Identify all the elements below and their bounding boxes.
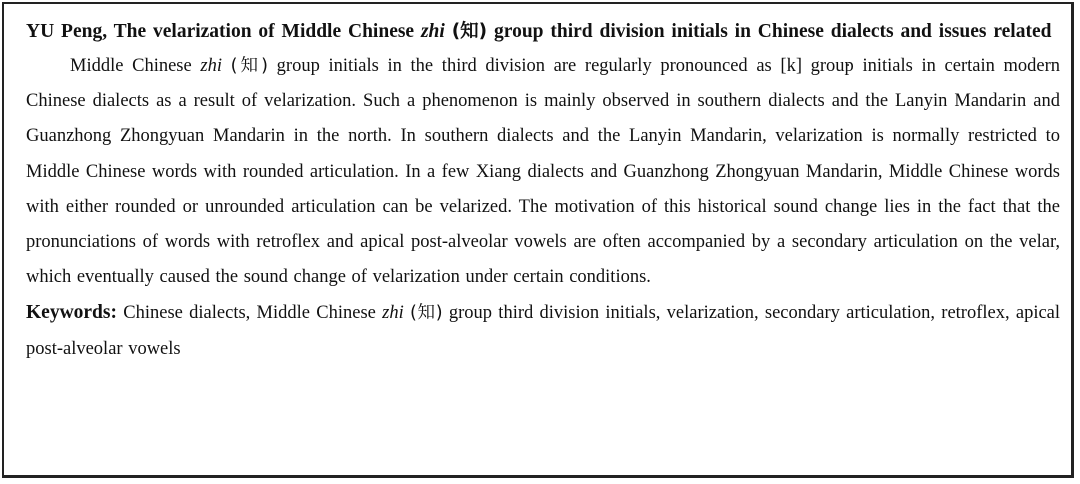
abstract-seg-1: Middle Chinese	[70, 56, 192, 76]
title-part-2: group third division initials in Chinese dialects and issues related	[494, 21, 1052, 42]
keywords-line	[26, 295, 1060, 366]
keywords-chinese-char: (知)	[410, 303, 443, 324]
english-abstract	[26, 14, 1060, 367]
keywords-seg-2: group third division initials, velarization, secondary articulation, retroflex, apical post-alveolar vowels	[26, 303, 1061, 359]
keywords-seg-1: Chinese dialects, Middle Chinese	[123, 303, 376, 324]
title-part-1: The velarization of Middle Chinese	[113, 21, 415, 42]
keywords-label: Keywords:	[26, 302, 117, 324]
paper-title	[26, 14, 1060, 49]
title-term: zhi	[420, 21, 445, 42]
keywords-term: zhi	[382, 303, 404, 324]
author-name: YU Peng,	[26, 21, 108, 42]
abstract-body	[26, 49, 1060, 295]
abstract-chinese-char: (知)	[230, 56, 268, 76]
abstract-term: zhi	[200, 56, 222, 76]
abstract-seg-2: group initials in the third division are regularly pronounced as [k] group initials in certain modern Chinese dialects as a result of velarization. Such a phenomenon is mainly observed in southern dialects and the Lanyin Mandarin and Guanzhong Zhongyuan Mandarin in the north. In southern dialects and the Lanyin Mandarin, velarization is normally restricted to Middle Chinese words with rounded articulation. In a few Xiang dialects and Guanzhong Zhongyuan Mandarin, Middle Chinese words with either rounded or unrounded articulation can be velarized. The motivation of this historical sound change lies in the fact that the pronunciations of words with retroflex and apical post-alveolar vowels are often accompanied by a secondary articulation on the velar, which eventually caused the sound change of velarization under certain conditions.	[26, 56, 1061, 288]
title-chinese-char: (知)	[451, 21, 488, 42]
